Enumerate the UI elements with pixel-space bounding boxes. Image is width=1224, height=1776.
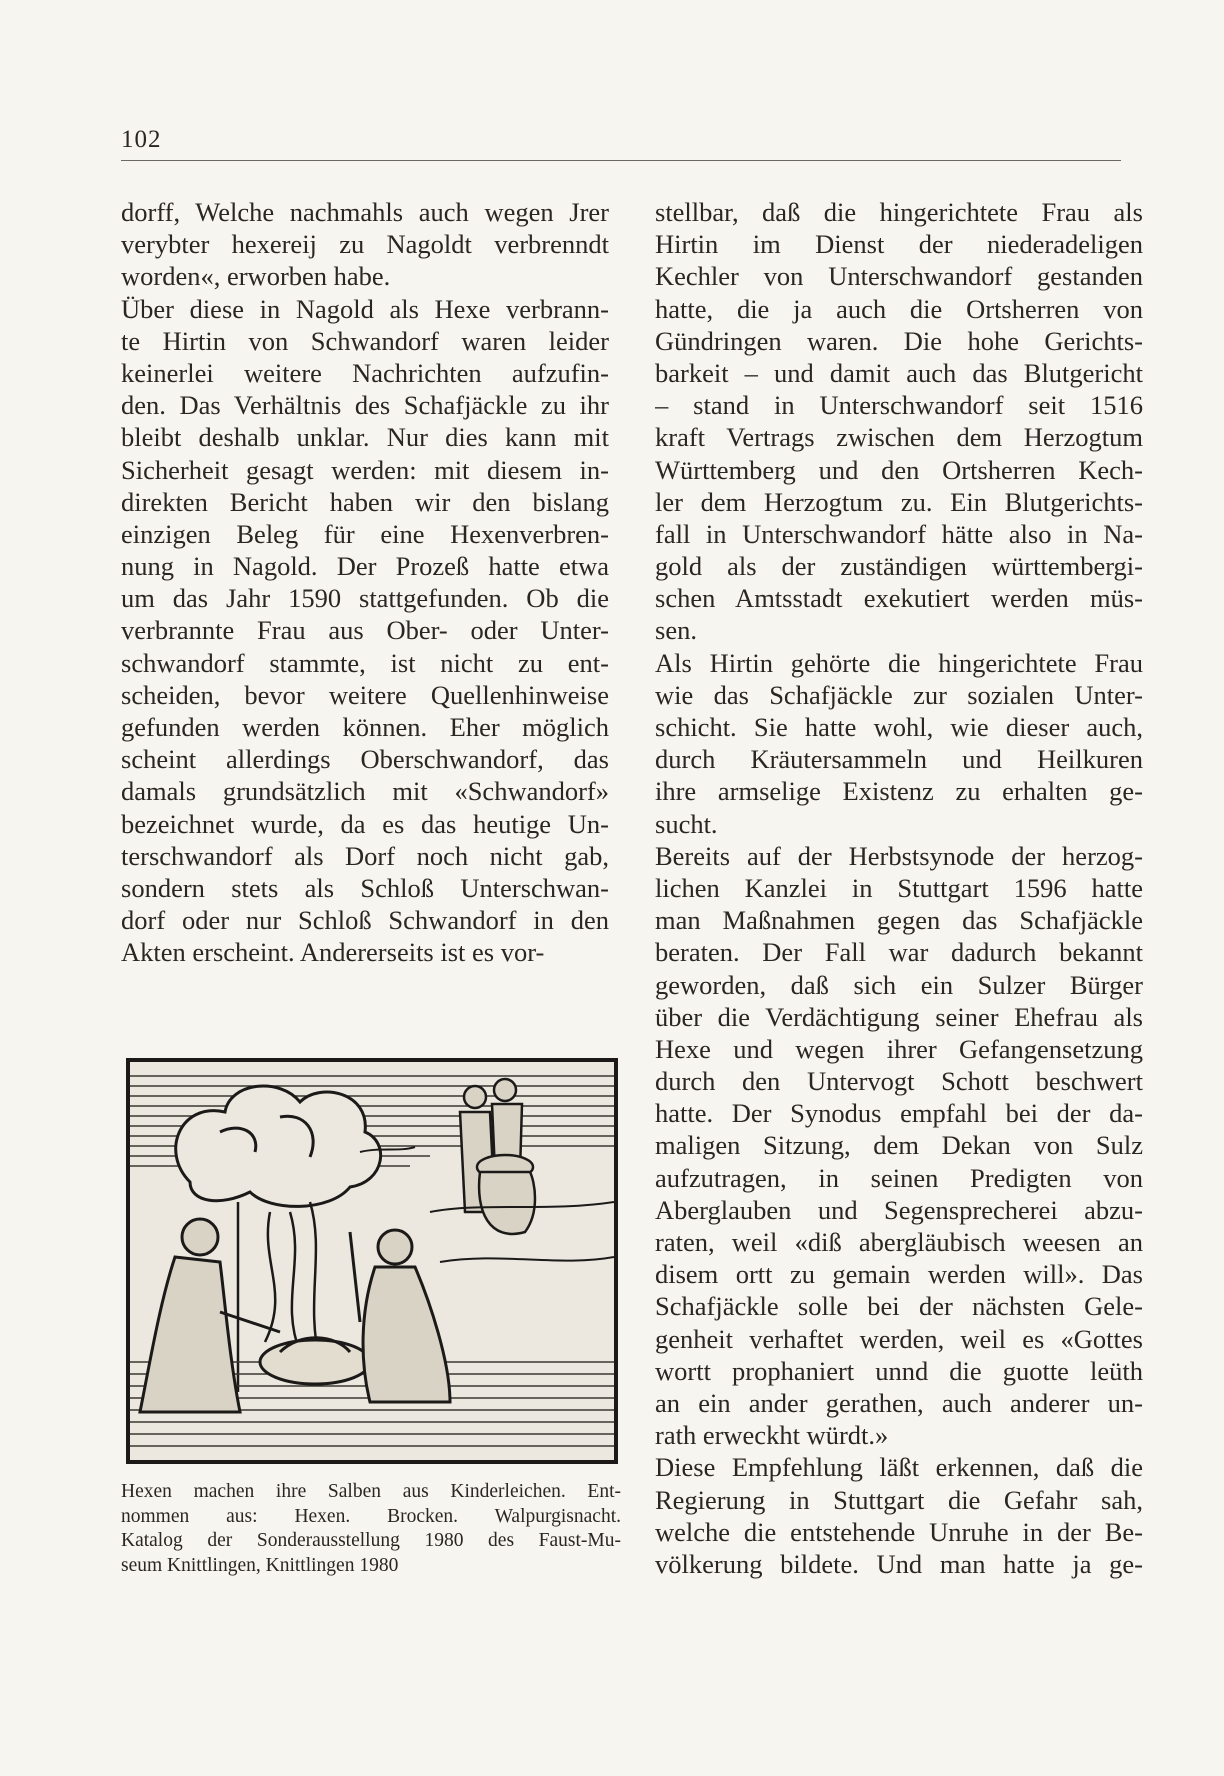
caption-line: nommen aus: Hexen. Brocken. Walpurgisnacht. xyxy=(121,1505,621,1527)
page-number: 102 xyxy=(121,126,162,153)
woodcut-illustration xyxy=(130,1062,614,1460)
text-line: barkeit – und damit auch das Blutgericht xyxy=(655,357,1143,388)
figure-caption xyxy=(121,1480,621,1578)
right-text-column xyxy=(655,196,1143,1580)
text-line: verybter hexereij zu Nagoldt verbrenndt xyxy=(121,229,609,260)
text-line: durch den Untervogt Schott beschwert xyxy=(655,1066,1143,1097)
text-line: nung in Nagold. Der Prozeß hatte etwa xyxy=(121,551,609,582)
text-line: terschwandorf als Dorf noch nicht gab, xyxy=(121,840,609,871)
text-line: gold als der zuständigen württembergi- xyxy=(655,551,1143,582)
text-line: über die Verdächtigung seiner Ehefrau als xyxy=(655,1001,1143,1032)
text-line: maligen Sitzung, dem Dekan von Sulz xyxy=(655,1130,1143,1161)
text-line: an ein ander gerathen, auch anderer un- xyxy=(655,1387,1143,1418)
text-line: Kechler von Unterschwandorf gestanden xyxy=(655,261,1143,292)
text-line: verbrannte Frau aus Ober- oder Unter- xyxy=(121,615,609,646)
header-rule xyxy=(121,160,1121,161)
text-line: wie das Schafjäckle zur sozialen Unter- xyxy=(655,679,1143,710)
text-line: Regierung in Stuttgart die Gefahr sah, xyxy=(655,1484,1143,1515)
text-line: rath erweckht würdt.» xyxy=(655,1420,889,1451)
caption-line: seum Knittlingen, Knittlingen 1980 xyxy=(121,1554,399,1576)
text-line: Hirtin im Dienst der niederadeligen xyxy=(655,229,1143,260)
text-line: bleibt deshalb unklar. Nur dies kann mit xyxy=(121,422,609,453)
text-line: scheiden, bevor weitere Quellenhinweise xyxy=(121,679,609,710)
text-line: man Maßnahmen gegen das Schafjäckle xyxy=(655,905,1143,936)
text-line: durch Kräutersammeln und Heilkuren xyxy=(655,744,1143,775)
text-line: dorff, Welche nachmahls auch wegen Jrer xyxy=(121,197,609,227)
text-line: raten, weil «diß abergläubisch weesen an xyxy=(655,1227,1143,1257)
text-line: sen. xyxy=(655,615,697,646)
text-line: geworden, daß sich ein Sulzer Bürger xyxy=(655,969,1143,1000)
text-line: schen Amtsstadt exekutiert werden müs- xyxy=(655,583,1143,614)
text-line: Württemberg und den Ortsherren Kech- xyxy=(655,454,1143,485)
text-line: gefunden werden können. Eher möglich xyxy=(121,712,609,742)
text-line: ler dem Herzogtum zu. Ein Blutgerichts- xyxy=(655,486,1143,517)
text-line: Als Hirtin gehörte die hingerichtete Frau xyxy=(655,647,1143,678)
text-line: genheit verhaftet werden, weil es «Gottes xyxy=(655,1323,1143,1354)
text-line: Akten erscheint. Andererseits ist es vor- xyxy=(121,937,545,968)
text-line: beraten. Der Fall war dadurch bekannt xyxy=(655,937,1143,968)
text-line: einzigen Beleg für eine Hexenverbren- xyxy=(121,518,609,549)
text-line: ihre armselige Existenz zu erhalten ge- xyxy=(655,776,1143,807)
text-line: direkten Bericht haben wir den bislang xyxy=(121,486,609,517)
text-line: Aberglauben und Segensprecherei abzu- xyxy=(655,1194,1143,1225)
text-line: Diese Empfehlung läßt erkennen, daß die xyxy=(655,1452,1143,1483)
text-line: Sicherheit gesagt werden: mit diesem in- xyxy=(121,454,609,485)
text-line: worden«, erworben habe. xyxy=(121,261,391,292)
text-line: völkerung bildete. Und man hatte ja ge- xyxy=(655,1548,1143,1579)
text-line: dorf oder nur Schloß Schwandorf in den xyxy=(121,905,609,936)
text-line: te Hirtin von Schwandorf waren leider xyxy=(121,325,609,356)
text-line: damals grundsätzlich mit «Schwandorf» xyxy=(121,776,609,807)
text-line: stellbar, daß die hingerichtete Frau als xyxy=(655,197,1143,227)
text-line: hatte. Der Synodus empfahl bei der da- xyxy=(655,1098,1143,1129)
text-line: – stand in Unterschwandorf seit 1516 xyxy=(655,390,1143,421)
caption-line: Katalog der Sonderausstellung 1980 des Faust-Mu- xyxy=(121,1530,621,1551)
text-line: disem ortt zu gemain werden will». Das xyxy=(655,1259,1143,1290)
text-line: um das Jahr 1590 stattgefunden. Ob die xyxy=(121,583,609,614)
text-line: schwandorf stammte, ist nicht zu ent- xyxy=(121,647,609,678)
text-line: Gündringen waren. Die hohe Gerichts- xyxy=(655,325,1143,356)
text-line: hatte, die ja auch die Ortsherren von xyxy=(655,293,1143,324)
text-line: Hexe und wegen ihrer Gefangensetzung xyxy=(655,1033,1143,1064)
text-line: lichen Kanzlei in Stuttgart 1596 hatte xyxy=(655,872,1143,903)
text-line: fall in Unterschwandorf hätte also in Na- xyxy=(655,518,1143,549)
text-line: sondern stets als Schloß Unterschwan- xyxy=(121,872,609,903)
text-line: welche die entstehende Unruhe in der Be- xyxy=(655,1516,1143,1547)
text-line: kraft Vertrags zwischen dem Herzogtum xyxy=(655,422,1143,453)
text-line: schicht. Sie hatte wohl, wie dieser auch, xyxy=(655,712,1143,742)
text-line: sucht. xyxy=(655,808,718,839)
woodcut-figure xyxy=(126,1058,618,1464)
text-line: aufzutragen, in seinen Predigten von xyxy=(655,1162,1143,1193)
text-line: bezeichnet wurde, da es das heutige Un- xyxy=(121,808,609,839)
caption-line: Hexen machen ihre Salben aus Kinderleichen. Ent- xyxy=(121,1481,621,1502)
left-text-column xyxy=(121,196,609,969)
text-line: wortt prophaniert unnd die guotte leüth xyxy=(655,1355,1143,1386)
text-line: Schafjäckle solle bei der nächsten Gele- xyxy=(655,1291,1143,1322)
text-line: keinerlei weitere Nachrichten aufzufin- xyxy=(121,357,609,388)
text-line: Über diese in Nagold als Hexe verbrann- xyxy=(121,293,609,324)
text-line: Bereits auf der Herbstsynode der herzog- xyxy=(655,840,1143,871)
text-line: den. Das Verhältnis des Schafjäckle zu ihr xyxy=(121,390,609,421)
text-line: scheint allerdings Oberschwandorf, das xyxy=(121,744,609,775)
